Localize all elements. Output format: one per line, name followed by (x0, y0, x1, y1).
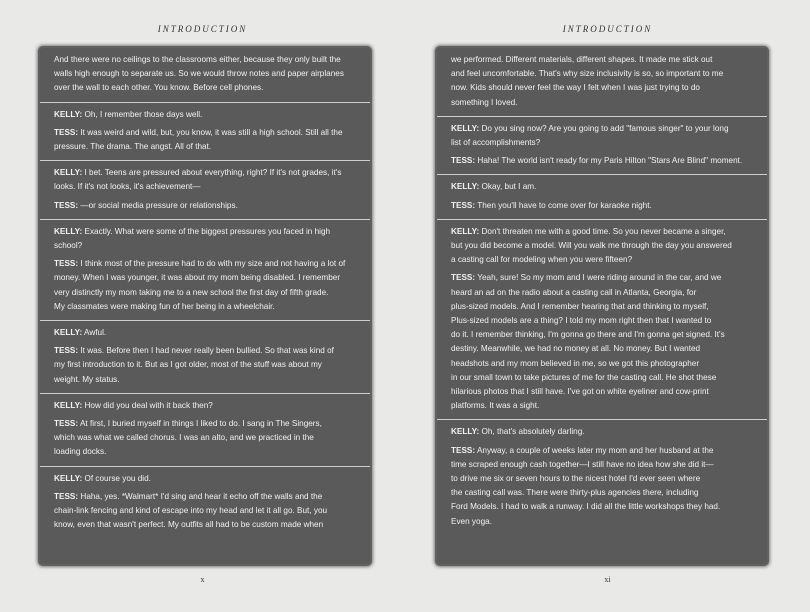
speaker-tag: KELLY: (451, 226, 480, 236)
text-line: loading docks. (54, 447, 107, 457)
speaker-tag: TESS: (54, 200, 79, 210)
text-line: KELLY: Don't threaten me with a good time. So you never became a singer, (451, 226, 726, 236)
dialogue-block (437, 117, 767, 176)
text-line: TESS: At first, I buried myself in things I liked to do. I sang in The Singers, (54, 419, 322, 429)
right-page (405, 0, 810, 612)
text-line: Plus-sized models are a thing? I told my mom right then that I wanted to (451, 316, 712, 326)
text-line: but you did become a model. Will you walk me through the day you answered (451, 241, 732, 251)
speaker-tag: KELLY: (54, 226, 83, 236)
text-line: KELLY: Exactly. What were some of the biggest pressures you faced in high (54, 226, 331, 236)
dialogue-block (437, 48, 767, 117)
speaker-tag: KELLY: (54, 400, 83, 410)
text-line: heard an ad on the radio about a casting call in Atlanta, Georgia, for (451, 287, 697, 297)
dialogue-block (40, 467, 370, 539)
text-line: list of accomplishments? (451, 138, 541, 148)
page-number: x (200, 575, 205, 584)
text-line: TESS: It was. Before then I had never really been bullied. So that was kind of (54, 346, 334, 356)
dialogue-block (40, 103, 370, 162)
speaker-tag: TESS: (451, 200, 476, 210)
text-line: Ford Models. I had to walk a runway. I did all the little workshops they had. (451, 502, 721, 512)
text-line: KELLY: Oh, I remember those days well. (54, 109, 203, 119)
text-line: TESS: —or social media pressure or relationships. (54, 200, 238, 210)
dialogue-block (40, 161, 370, 220)
speaker-tag: TESS: (54, 127, 79, 137)
text-line: TESS: It was weird and wild, but, you know, it was still a high school. Still all the (54, 127, 343, 137)
speaker-tag: TESS: (451, 445, 476, 455)
dialogue-block (40, 220, 370, 321)
text-line: TESS: I think most of the pressure had to do with my size and not having a lot of (54, 259, 346, 269)
speaker-tag: TESS: (451, 273, 476, 283)
text-panel (40, 48, 370, 564)
text-line: now. Kids should never feel the way I felt when I was just trying to do (451, 83, 700, 93)
text-line: KELLY: I bet. Teens are pressured about everything, right? If it's not grades, it's (54, 168, 342, 178)
text-line: over the wall to each other. You know. Before cell phones. (54, 83, 264, 93)
dialogue-block (437, 220, 767, 421)
text-line: money. When I was younger, it was about my mom being disabled. I remember (54, 273, 341, 283)
text-line: we performed. Different materials, different shapes. It made me stick out (451, 55, 713, 64)
speaker-tag: KELLY: (54, 109, 83, 119)
text-line: a casting call for modeling when you were fifteen? (451, 255, 633, 265)
text-line: destiny. Meanwhile, we had no money at all. No money. But I wanted (451, 344, 701, 354)
speaker-tag: TESS: (54, 419, 79, 429)
text-line: looks. If it's not looks, it's achievement— (54, 182, 201, 192)
text-panel (437, 48, 767, 564)
speaker-tag: TESS: (54, 259, 79, 269)
running-head: INTRODUCTION (562, 24, 653, 34)
text-line: headshots and my mom believed in me, so we got this photographer (451, 358, 700, 368)
speaker-tag: TESS: (451, 156, 476, 166)
text-line: to drive me six or seven hours to the nicest hotel I'd ever seen where (451, 474, 701, 484)
text-line: KELLY: Oh, that's absolutely darling. (451, 427, 585, 437)
text-line: which was what we called chorus. I was an alto, and we practiced in the (54, 433, 314, 443)
text-line: in our small town to take pictures of me for the casting call. He shot these (451, 372, 717, 382)
text-line: hilarious photos that I still have. I've got on white eyeliner and cow-print (451, 387, 709, 397)
text-line: pressure. The drama. The angst. All of that. (54, 142, 212, 152)
text-line: and feel uncomfortable. That's why size inclusivity is so, so important to me (451, 69, 724, 79)
running-head: INTRODUCTION (157, 24, 248, 34)
text-line: do it. I remember thinking, I'm gonna go there and I'm gonna get signed. It's (451, 330, 725, 340)
speaker-tag: TESS: (54, 491, 79, 501)
text-line: know, even that wasn't perfect. My outfits all had to be custom made when (54, 520, 324, 530)
dialogue-block (40, 48, 370, 103)
text-line: chain-link fencing and kind of escape into my head and let it all go. But, you (54, 506, 328, 516)
text-line: plus-sized models. And I remember hearing that and thinking to myself, (451, 301, 709, 311)
text-line: walls high enough to separate us. So we would throw notes and paper airplanes (54, 69, 344, 79)
text-line: My classmates were making fun of her being in a wheelchair. (54, 301, 275, 311)
text-line: KELLY: How did you deal with it back then? (54, 400, 213, 410)
text-line: something I loved. (451, 97, 518, 107)
text-line: platforms. It was a sight. (451, 401, 540, 411)
speaker-tag: KELLY: (54, 473, 83, 483)
text-line: KELLY: Okay, but I am. (451, 182, 537, 192)
text-line: TESS: Then you'll have to come over for karaoke night. (451, 200, 652, 210)
text-line: TESS: Anyway, a couple of weeks later my mom and her husband at the (451, 445, 714, 455)
dialogue-block (40, 394, 370, 467)
text-line: TESS: Haha, yes. *Walmart* I'd sing and hear it echo off the walls and the (54, 491, 323, 501)
text-line: KELLY: Do you sing now? Are you going to add "famous singer" to your long (451, 123, 729, 133)
text-line: TESS: Haha! The world isn't ready for my Paris Hilton "Stars Are Blind" moment. (451, 156, 743, 166)
text-line: school? (54, 241, 83, 251)
text-line: Even yoga. (451, 516, 492, 526)
text-line: KELLY: Awful. (54, 328, 107, 338)
text-line: very distinctly my mom taking me to a new school the first day of fifth grade. (54, 287, 329, 297)
speaker-tag: KELLY: (54, 168, 83, 178)
speaker-tag: KELLY: (451, 123, 480, 133)
text-line: KELLY: Of course you did. (54, 473, 151, 483)
speaker-tag: KELLY: (451, 182, 480, 192)
speaker-tag: KELLY: (451, 427, 480, 437)
text-line: And there were no ceilings to the classrooms either, because they only built the (54, 55, 341, 64)
text-line: time scraped enough cash together—I still have no idea how she did it— (451, 459, 714, 469)
text-line: weight. My status. (54, 374, 120, 384)
speaker-tag: TESS: (54, 346, 79, 356)
text-line: my first introduction to it. But as I got older, most of the stuff was about my (54, 360, 322, 370)
dialogue-block (437, 420, 767, 534)
text-line: the casting call was. There were thirty-plus agencies there, including (451, 488, 699, 498)
speaker-tag: KELLY: (54, 328, 83, 338)
page-number: xi (604, 575, 611, 584)
dialogue-block (437, 175, 767, 219)
dialogue-block (40, 321, 370, 394)
text-line: TESS: Yeah, sure! So my mom and I were riding around in the car, and we (451, 273, 722, 283)
